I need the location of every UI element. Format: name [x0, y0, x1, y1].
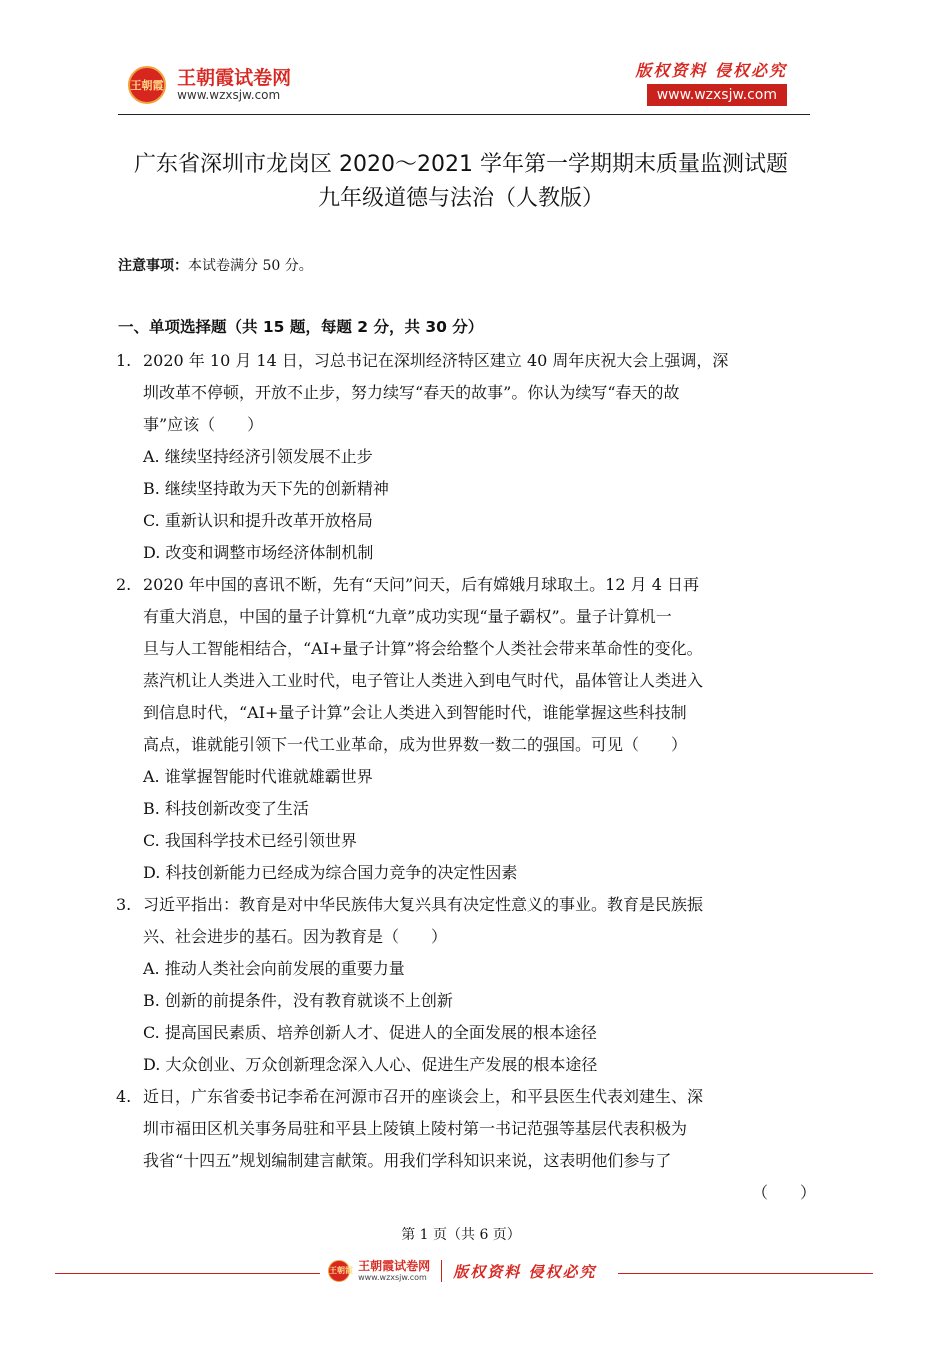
footer-copyright: 版权资料 侵权必究	[453, 1262, 597, 1281]
option-b: B. 创新的前提条件，没有教育就谈不上创新	[143, 991, 453, 1010]
option-d: D. 改变和调整市场经济体制机制	[143, 543, 374, 562]
question-line: 我省“十四五”规划编制建言献策。用我们学科知识来说，这表明他们参与了	[143, 1151, 672, 1170]
header-copyright-block	[635, 60, 787, 106]
question-4	[116, 1081, 816, 1209]
question-line: 有重大消息，中国的量子计算机“九章”成功实现“量子霸权”。量子计算机一	[143, 607, 672, 626]
question-3	[116, 889, 816, 1081]
question-line: 到信息时代，“AI+量子计算”会让人类进入到智能时代，谁能掌握这些科技制	[143, 703, 687, 722]
question-line: 圳市福田区机关事务局驻和平县上陵镇上陵村第一书记范强等基层代表积极为	[143, 1119, 688, 1138]
question-number: 1.	[116, 351, 132, 370]
url-badge: www.wzxsjw.com	[647, 84, 787, 106]
page-number: 第 1 页（共 6 页）	[401, 1227, 521, 1243]
question-line: 兴、社会进步的基石。因为教育是（ ）	[143, 927, 448, 946]
option-d: D. 科技创新能力已经成为综合国力竞争的决定性因素	[143, 863, 518, 882]
footer-seal-icon: 王朝霞	[328, 1260, 350, 1282]
question-line: 事”应该（ ）	[143, 415, 264, 434]
question-line: 高点，谁就能引领下一代工业革命，成为世界数一数二的强国。可见（ ）	[143, 735, 688, 754]
option-d: D. 大众创业、万众创新理念深入人心、促进生产发展的根本途径	[143, 1055, 598, 1074]
option-a: A. 推动人类社会向前发展的重要力量	[143, 959, 405, 978]
option-b: B. 科技创新改变了生活	[143, 799, 309, 818]
footer-divider-left	[55, 1273, 320, 1274]
question-text	[143, 889, 816, 953]
question-text	[143, 345, 816, 441]
question-number: 3.	[116, 895, 132, 914]
exam-note	[118, 254, 313, 278]
option-a: A. 继续坚持经济引领发展不止步	[143, 447, 373, 466]
exam-subtitle: 九年级道德与法治（人教版）	[317, 186, 604, 211]
question-line: 2020 年中国的喜讯不断，先有“天问”问天，后有嫦娥月球取土。12 月 4 日再	[143, 575, 699, 594]
footer-divider-right	[618, 1273, 873, 1274]
option-a: A. 谁掌握智能时代谁就雄霸世界	[143, 767, 373, 786]
option-c: C. 我国科学技术已经引领世界	[143, 831, 357, 850]
exam-title: 广东省深圳市龙岗区 2020～2021 学年第一学期期末质量监测试题	[134, 152, 788, 177]
question-2	[116, 569, 816, 889]
question-line: 近日，广东省委书记李希在河源市召开的座谈会上，和平县医生代表刘建生、深	[143, 1087, 704, 1106]
section-heading: 一、单项选择题（共 15 题，每题 2 分，共 30 分）	[118, 318, 484, 336]
question-number: 2.	[116, 575, 132, 594]
answer-blank: （ ）	[751, 1183, 816, 1202]
question-line: 旦与人工智能相结合，“AI+量子计算”将会给整个人类社会带来革命性的变化。	[143, 639, 703, 658]
brand-name: 王朝霞试卷网	[177, 66, 292, 89]
question-line: 习近平指出：教育是对中华民族伟大复兴具有决定性意义的事业。教育是民族振	[143, 895, 704, 914]
option-c: C. 提高国民素质、培养创新人才、促进人的全面发展的根本途径	[143, 1023, 597, 1042]
question-line: 圳改革不停顿，开放不止步，努力续写“春天的故事”。你认为续写“春天的故	[143, 383, 680, 402]
question-line: 蒸汽机让人类进入工业时代，电子管让人类进入到电气时代，晶体管让人类进入	[143, 671, 704, 690]
footer-brand-name: 王朝霞试卷网	[358, 1259, 431, 1273]
header-logo	[128, 66, 291, 104]
note-label: 注意事项：	[118, 258, 188, 274]
question-text	[143, 569, 816, 761]
question-text	[143, 1081, 816, 1209]
brand-url: www.wzxsjw.com	[177, 87, 281, 102]
question-1	[116, 345, 816, 569]
brand-seal-icon: 王朝霞	[128, 66, 166, 104]
note-text: 本试卷满分 50 分。	[188, 258, 313, 274]
footer-logo	[328, 1260, 597, 1282]
copyright-notice: 版权资料 侵权必究	[635, 61, 787, 80]
option-c: C. 重新认识和提升改革开放格局	[143, 511, 373, 530]
option-b: B. 继续坚持敢为天下先的创新精神	[143, 479, 389, 498]
question-number: 4.	[116, 1087, 132, 1106]
header-divider	[118, 114, 810, 115]
question-line: 2020 年 10 月 14 日，习总书记在深圳经济特区建立 40 周年庆祝大会上强调，深	[143, 351, 729, 370]
footer-separator	[441, 1260, 442, 1282]
footer-brand-url: www.wzxsjw.com	[358, 1273, 427, 1282]
